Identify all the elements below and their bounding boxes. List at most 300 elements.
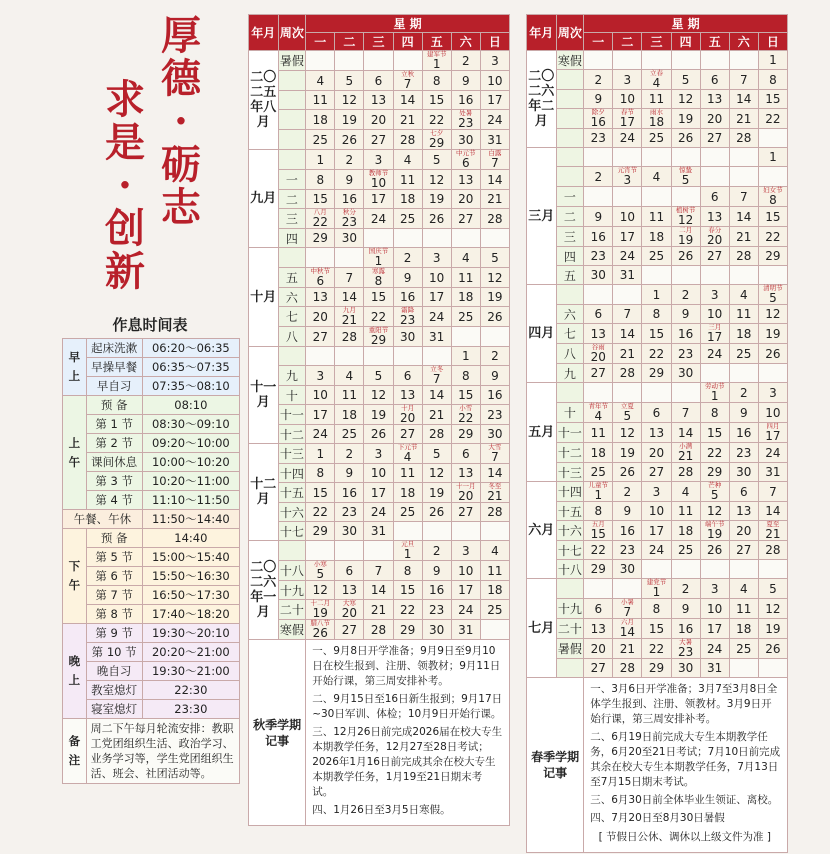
- weekday-label: 二: [613, 33, 642, 51]
- day-number: 29: [458, 427, 474, 441]
- calendar-week-row: [249, 130, 510, 150]
- day-number: 11: [736, 307, 752, 321]
- day-number: 18: [341, 407, 357, 422]
- calendar-day: [613, 324, 642, 344]
- day-number: 31: [619, 268, 635, 282]
- calendar-day: [451, 307, 480, 327]
- day-festival: 秋分: [342, 208, 356, 216]
- holiday-footnote: [ 节假日公休、调休以上级文件为准 ]: [598, 831, 771, 843]
- calendar-day: [700, 443, 729, 463]
- day-number: 12: [487, 270, 503, 285]
- day-number: 19: [429, 485, 445, 500]
- calendar-day: [335, 51, 364, 71]
- day-number: 14: [399, 93, 416, 107]
- calendar-day: [451, 503, 480, 522]
- day-number: 15: [312, 485, 328, 500]
- calendar-day: [642, 521, 671, 541]
- calendar-week-row: [527, 364, 788, 383]
- calendar-day: [364, 229, 393, 248]
- calendar-day: [613, 659, 642, 678]
- calendar-day: [364, 444, 393, 464]
- calendar-day: [422, 561, 451, 581]
- schedule-time: 07:35～08:10: [142, 377, 239, 396]
- day-number: 16: [487, 388, 503, 402]
- day-festival: 大寒: [342, 599, 356, 607]
- calendar-day: [364, 405, 393, 425]
- day-number: 19: [370, 407, 387, 422]
- day-number: 15: [648, 621, 665, 636]
- calendar-day: [451, 581, 480, 600]
- motto-line-1: 厚德·砺志: [161, 12, 201, 231]
- month-label: 十一月: [249, 347, 279, 444]
- calendar-day: [451, 110, 480, 130]
- calendar-day: [584, 502, 613, 521]
- calendar-day: [451, 268, 480, 288]
- day-number: 17: [707, 621, 723, 636]
- calendar-day: [306, 190, 335, 209]
- calendar-day: [584, 207, 613, 227]
- calendar-day: [451, 483, 480, 503]
- day-number: 3: [623, 72, 632, 87]
- motto-line-2: 求是·创新: [105, 76, 145, 295]
- calendar-week-row: [527, 639, 788, 659]
- calendar-day: [335, 464, 364, 483]
- calendar-day: [422, 229, 451, 248]
- calendar-day: [422, 522, 451, 541]
- calendar-day: [729, 579, 758, 599]
- calendar-day: [758, 324, 787, 344]
- day-number: 7: [403, 77, 412, 91]
- schedule-item: 第 5 节: [86, 548, 142, 567]
- calendar-day: [613, 247, 642, 266]
- calendar-day: [758, 51, 787, 70]
- day-number: 6: [316, 274, 325, 288]
- calendar-day: [480, 600, 509, 620]
- calendar-day: [671, 344, 700, 364]
- calendar-day: [364, 620, 393, 640]
- day-number: 10: [370, 466, 387, 480]
- day-number: 16: [458, 93, 474, 107]
- day-number: 15: [399, 583, 416, 597]
- day-number: 29: [648, 366, 665, 380]
- calendar-day: [422, 620, 451, 640]
- day-festival: 青年节: [588, 402, 608, 410]
- day-number: 31: [370, 524, 387, 538]
- week-number: [556, 579, 584, 599]
- calendar-day: [451, 51, 480, 71]
- calendar-day: [584, 285, 613, 305]
- calendar-day: [642, 90, 671, 109]
- calendar-day: [451, 386, 480, 405]
- day-number: 18: [648, 115, 665, 129]
- calendar-week-row: [249, 268, 510, 288]
- day-festival: 重阳节: [368, 326, 389, 334]
- calendar-day: [729, 344, 758, 364]
- calendar-day: [758, 599, 787, 619]
- day-number: 6: [374, 73, 383, 88]
- calendar-day: [480, 110, 509, 130]
- calendar-day: [306, 620, 335, 640]
- day-number: 9: [623, 504, 632, 518]
- day-festival: 小雪: [459, 404, 473, 412]
- week-number: 十九: [278, 581, 306, 600]
- calendar-week-row: [249, 248, 510, 268]
- calendar-day: [451, 366, 480, 386]
- day-number: 9: [681, 307, 690, 321]
- calendar-day: [584, 364, 613, 383]
- weekday-label: 日: [480, 33, 509, 51]
- day-number: 12: [707, 504, 723, 518]
- day-number: 25: [736, 641, 752, 656]
- day-number: 23: [677, 645, 694, 659]
- calendar-day: [700, 364, 729, 383]
- calendar-day: [393, 150, 422, 170]
- day-number: 2: [432, 543, 441, 558]
- calendar-day: [335, 288, 364, 307]
- day-number: 8: [403, 563, 412, 578]
- calendar-day: [729, 383, 758, 403]
- day-number: 26: [341, 132, 357, 147]
- week-number: 九: [556, 364, 584, 383]
- calendar-day: [671, 659, 700, 678]
- calendar-day: [700, 502, 729, 521]
- day-number: 20: [707, 233, 723, 247]
- calendar-day: [364, 347, 393, 366]
- calendar-day: [451, 190, 480, 209]
- day-number: 9: [345, 172, 354, 187]
- calendar-day: [642, 541, 671, 560]
- day-number: 21: [619, 641, 635, 656]
- calendar-day: [758, 167, 787, 187]
- calendar-day: [584, 521, 613, 541]
- calendar-day: [613, 423, 642, 443]
- calendar-week-row: [249, 229, 510, 248]
- calendar-day: [758, 541, 787, 560]
- day-number: 4: [491, 543, 499, 558]
- calendar-day: [480, 130, 509, 150]
- calendar-day: [613, 541, 642, 560]
- calendar-day: [364, 170, 393, 190]
- calendar-week-row: [249, 561, 510, 581]
- calendar-day: [393, 541, 422, 561]
- calendar-day: [671, 70, 700, 90]
- day-number: 4: [652, 169, 661, 184]
- schedule-item: 第 8 节: [86, 605, 142, 624]
- day-number: 9: [739, 405, 748, 420]
- calendar-day: [729, 129, 758, 148]
- calendar-day: [480, 366, 509, 386]
- day-number: 1: [316, 152, 325, 167]
- calendar-day: [393, 91, 422, 110]
- day-number: 27: [312, 329, 328, 344]
- calendar-week-row: [249, 327, 510, 347]
- day-number: 10: [765, 405, 781, 420]
- schedule-item: 第 6 节: [86, 567, 142, 586]
- calendar-day: [393, 464, 422, 483]
- calendar-day: [729, 109, 758, 129]
- day-festival: 教师节: [368, 169, 389, 177]
- day-number: 18: [312, 112, 328, 127]
- calendar-day: [364, 503, 393, 522]
- schedule-time: 19:30～20:10: [142, 624, 239, 643]
- calendar-day: [584, 247, 613, 266]
- day-festival: 元宵节: [617, 166, 638, 174]
- schedule-note-label: 备注: [63, 719, 87, 784]
- week-number: 九: [278, 366, 306, 386]
- day-number: 18: [458, 290, 474, 304]
- schedule-row: [63, 453, 240, 472]
- calendar-day: [335, 620, 364, 640]
- calendar-day: [613, 148, 642, 167]
- calendar-day: [422, 366, 451, 386]
- calendar-week-row: [527, 247, 788, 266]
- day-number: 10: [458, 563, 474, 578]
- calendar-day: [671, 639, 700, 659]
- day-festival: 四月: [766, 422, 780, 430]
- calendar-day: [422, 150, 451, 170]
- week-number: 四: [278, 229, 306, 248]
- calendar-day: [306, 425, 335, 444]
- day-number: 22: [458, 411, 474, 425]
- schedule-item: 起床洗漱: [86, 339, 142, 358]
- schedule-time: 23:30: [142, 700, 239, 719]
- calendar-day: [422, 268, 451, 288]
- day-number: 20: [648, 445, 665, 460]
- calendar-week-row: [527, 227, 788, 247]
- calendar-day: [306, 503, 335, 522]
- week-number: 十五: [278, 483, 306, 503]
- calendar-day: [671, 266, 700, 285]
- calendar-spring: [526, 14, 788, 853]
- calendar-day: [584, 305, 613, 324]
- week-number: [278, 91, 306, 110]
- calendar-day: [642, 443, 671, 463]
- calendar-day: [700, 51, 729, 70]
- term-note: 三、6月30日前全体毕业生领证、离校。: [590, 794, 779, 806]
- week-number: [556, 90, 584, 109]
- schedule-row: [63, 605, 240, 624]
- schedule-time: 09:20～10:00: [142, 434, 239, 453]
- calendar-day: [422, 288, 451, 307]
- day-number: 27: [341, 622, 357, 637]
- calendar-day: [642, 383, 671, 403]
- calendar-day: [584, 344, 613, 364]
- calendar-day: [671, 463, 700, 482]
- week-number: [556, 167, 584, 187]
- calendar-day: [451, 464, 480, 483]
- day-number: 12: [370, 388, 387, 402]
- day-number: 18: [677, 523, 694, 538]
- calendar-day: [758, 659, 787, 678]
- calendar-day: [584, 187, 613, 207]
- week-number: 十九: [556, 599, 584, 619]
- day-number: 15: [765, 92, 781, 106]
- day-number: 17: [487, 93, 503, 107]
- calendar-day: [393, 130, 422, 150]
- day-number: 15: [707, 425, 723, 440]
- day-number: 27: [458, 505, 474, 519]
- day-number: 22: [648, 346, 665, 361]
- day-number: 14: [677, 425, 694, 440]
- calendar-day: [671, 482, 700, 502]
- weekday-label: 日: [758, 33, 787, 51]
- day-number: 29: [312, 524, 328, 538]
- schedule-time: 14:40: [142, 529, 239, 548]
- calendar-week-row: [249, 600, 510, 620]
- day-festival: 寒露: [371, 267, 385, 275]
- calendar-day: [729, 324, 758, 344]
- week-number: 六: [556, 305, 584, 324]
- calendar-week-row: [527, 541, 788, 560]
- day-number: 3: [652, 484, 661, 499]
- week-number: 十七: [278, 522, 306, 541]
- calendar-day: [613, 266, 642, 285]
- day-number: 2: [491, 349, 499, 363]
- day-number: 17: [370, 485, 387, 500]
- calendar-day: [306, 327, 335, 347]
- day-number: 14: [429, 388, 445, 402]
- calendar-day: [729, 482, 758, 502]
- day-number: 24: [429, 309, 445, 324]
- day-number: 16: [677, 326, 694, 341]
- day-number: 2: [594, 72, 603, 87]
- day-number: 7: [739, 72, 748, 87]
- calendar-day: [671, 560, 700, 579]
- calendar-day: [480, 71, 509, 91]
- day-number: 4: [739, 581, 748, 596]
- calendar-week-row: [527, 560, 788, 579]
- calendar-day: [642, 247, 671, 266]
- day-number: 21: [429, 407, 445, 422]
- calendar-day: [393, 386, 422, 405]
- calendar-day: [758, 423, 787, 443]
- day-number: 21: [677, 449, 694, 463]
- calendar-week-row: [527, 70, 788, 90]
- day-number: 6: [594, 307, 603, 321]
- day-number: 4: [403, 152, 412, 167]
- calendar-day: [480, 444, 509, 464]
- day-number: 10: [619, 209, 635, 224]
- day-number: 10: [312, 388, 328, 402]
- month-label: 十月: [249, 248, 279, 347]
- day-number: 10: [707, 307, 723, 321]
- day-number: 22: [312, 505, 328, 519]
- calendar-week-row: [527, 167, 788, 187]
- schedule-item: 寝室熄灯: [86, 700, 142, 719]
- day-number: 12: [619, 425, 635, 440]
- day-number: 28: [736, 249, 752, 263]
- day-festival: 儿童节: [588, 481, 608, 489]
- calendar-day: [393, 444, 422, 464]
- day-festival: 中元节: [456, 149, 476, 157]
- schedule-row: [63, 643, 240, 662]
- day-number: 11: [487, 563, 503, 578]
- calendar-day: [671, 227, 700, 247]
- calendar-day: [335, 268, 364, 288]
- calendar-day: [480, 386, 509, 405]
- schedule-time: 10:00～10:20: [142, 453, 239, 472]
- day-number: 8: [769, 72, 777, 87]
- calendar-day: [393, 522, 422, 541]
- calendar-day: [451, 620, 480, 640]
- calendar-day: [451, 327, 480, 347]
- calendar-day: [613, 344, 642, 364]
- day-number: 17: [648, 523, 665, 538]
- calendar-day: [642, 639, 671, 659]
- schedule-row: [63, 491, 240, 510]
- calendar-week-row: [527, 599, 788, 619]
- day-number: 6: [710, 72, 719, 87]
- schedule-item: 教室熄灯: [86, 681, 142, 700]
- calendar-day: [584, 148, 613, 167]
- calendar-day: [613, 579, 642, 599]
- day-number: 2: [403, 250, 412, 265]
- calendar-day: [584, 51, 613, 70]
- calendar-day: [700, 560, 729, 579]
- day-number: 5: [432, 446, 441, 461]
- calendar-day: [335, 541, 364, 561]
- calendar-day: [671, 364, 700, 383]
- calendar-day: [671, 502, 700, 521]
- calendar-day: [422, 190, 451, 209]
- day-number: 31: [429, 329, 445, 344]
- day-number: 13: [736, 504, 752, 518]
- day-number: 24: [765, 445, 781, 460]
- calendar-week-row: [527, 129, 788, 148]
- day-number: 11: [648, 209, 665, 224]
- calendar-day: [758, 227, 787, 247]
- calendar-day: [422, 425, 451, 444]
- day-number: 8: [374, 274, 383, 288]
- day-number: 23: [619, 543, 635, 557]
- calendar-day: [700, 90, 729, 109]
- day-number: 5: [769, 581, 777, 596]
- day-number: 24: [707, 346, 723, 361]
- day-festival: 妇女节: [763, 186, 783, 194]
- day-number: 25: [590, 465, 606, 479]
- calendar-day: [700, 187, 729, 207]
- calendar-day: [306, 130, 335, 150]
- calendar-day: [451, 130, 480, 150]
- day-number: 26: [619, 465, 635, 479]
- calendar-day: [642, 187, 671, 207]
- day-number: 16: [619, 523, 635, 538]
- calendar-day: [335, 386, 364, 405]
- calendar-day: [613, 364, 642, 383]
- day-number: 1: [652, 287, 661, 302]
- day-number: 30: [677, 661, 694, 675]
- calendar-week-row: [249, 464, 510, 483]
- day-number: 7: [491, 450, 499, 464]
- day-number: 26: [765, 346, 781, 361]
- calendar-day: [758, 619, 787, 639]
- day-number: 6: [403, 368, 412, 383]
- calendar-day: [422, 327, 451, 347]
- calendar-week-row: [527, 502, 788, 521]
- day-number: 10: [370, 176, 387, 190]
- calendar-week-row: [527, 324, 788, 344]
- day-number: 4: [403, 450, 412, 464]
- calendar-day: [422, 464, 451, 483]
- calendar-day: [729, 187, 758, 207]
- day-number: 18: [399, 192, 416, 206]
- schedule-time: 06:35～07:35: [142, 358, 239, 377]
- month-label: 三月: [527, 148, 557, 285]
- day-number: 28: [487, 211, 503, 226]
- calendar-day: [422, 248, 451, 268]
- calendar-day: [613, 51, 642, 70]
- calendar-day: [422, 541, 451, 561]
